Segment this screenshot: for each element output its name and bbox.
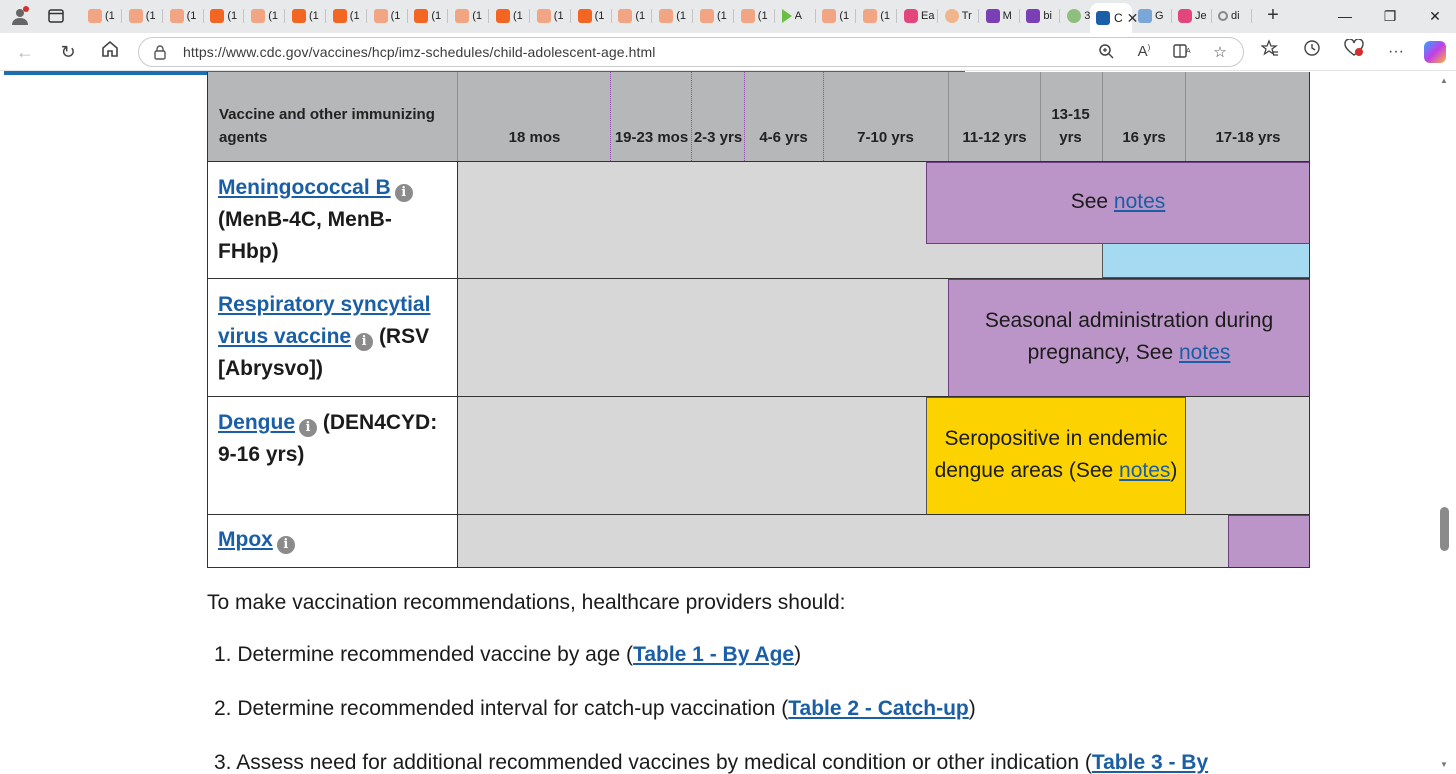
tab-label: (1 — [553, 10, 564, 22]
substack-icon — [700, 9, 714, 23]
tab[interactable] — [125, 5, 163, 27]
notes-link[interactable]: notes — [1179, 341, 1231, 364]
bar-note-text: See — [1070, 190, 1114, 213]
vaccine-row-menb — [207, 161, 1310, 278]
close-tab-icon[interactable]: ✕ — [1126, 9, 1139, 26]
step-text-end: ) — [794, 643, 802, 666]
substack-icon — [822, 9, 836, 23]
close-window-button[interactable]: ✕ — [1429, 8, 1441, 24]
tab-label: (1 — [390, 10, 401, 22]
substack-icon — [455, 9, 469, 23]
tab-label: M — [1002, 10, 1012, 22]
scroll-down-icon[interactable]: ▼ — [1440, 760, 1448, 769]
tab[interactable] — [941, 5, 979, 27]
vaccine-name-cell — [207, 279, 458, 396]
back-icon[interactable]: ← — [16, 42, 34, 62]
vaccine-link-mpox[interactable]: Mpox — [218, 528, 273, 551]
tab[interactable] — [247, 5, 285, 27]
substack-icon — [414, 9, 428, 23]
vaccine-detail: (MenB-4C, MenB-FHbp) — [218, 208, 392, 263]
bar-note — [952, 289, 1306, 385]
new-tab-button[interactable]: + — [1267, 4, 1279, 26]
tab[interactable] — [614, 5, 652, 27]
info-icon[interactable]: i — [299, 419, 317, 437]
scrollbar-thumb[interactable] — [1440, 507, 1449, 551]
header-age: 2-3 yrs — [693, 129, 743, 146]
tab[interactable] — [1214, 5, 1252, 27]
tab[interactable] — [982, 5, 1020, 27]
substack-icon — [129, 9, 143, 23]
address-bar[interactable] — [138, 37, 1244, 67]
info-icon[interactable]: i — [355, 333, 373, 351]
minimize-button[interactable]: — — [1338, 8, 1352, 24]
tab-label: (1 — [349, 10, 360, 22]
svg-text:A: A — [1186, 48, 1191, 55]
ms-icon — [1067, 9, 1081, 23]
notes-link[interactable]: notes — [1113, 190, 1166, 213]
search-icon — [1218, 11, 1228, 21]
tab-label: (1 — [268, 10, 278, 22]
vaccine-detail: (DEN4CYD: 9-16 yrs) — [218, 411, 438, 466]
tab-label: Ea — [921, 10, 935, 22]
substack-icon — [333, 9, 347, 23]
tab-label: (1 — [717, 10, 727, 22]
substack-icon — [741, 9, 755, 23]
tab-label: Tr — [961, 10, 972, 22]
table-2-link[interactable]: Table 2 - Catch-up — [788, 697, 969, 720]
notes-link[interactable]: notes — [1119, 459, 1171, 482]
header-age: 11-12 yrs — [962, 129, 1027, 146]
header-age: 18 mos — [508, 129, 561, 146]
tab[interactable] — [166, 5, 204, 27]
table-3-link[interactable]: Table 3 - By — [1091, 751, 1209, 774]
yahoo-icon — [1026, 9, 1040, 23]
restore-button[interactable]: ❐ — [1383, 8, 1397, 24]
tab-active[interactable] — [1090, 3, 1139, 33]
immunization-schedule-table — [207, 72, 1310, 568]
profile-icon[interactable] — [6, 4, 34, 28]
vaccine-name-cell — [207, 397, 458, 514]
vaccine-name-cell — [207, 162, 458, 278]
tab[interactable] — [410, 5, 448, 27]
tab-label: A — [794, 10, 802, 22]
tab[interactable] — [329, 5, 367, 27]
cdc-icon — [1096, 11, 1110, 25]
tab-label: bi — [1043, 10, 1052, 22]
favorites-icon[interactable] — [1256, 39, 1284, 65]
tab-label: di — [1231, 10, 1240, 22]
address-toolbar — [0, 33, 1456, 71]
tab[interactable] — [1134, 5, 1172, 27]
tab[interactable] — [778, 5, 816, 27]
substack-icon — [618, 9, 632, 23]
substack-icon — [374, 9, 388, 23]
list-item — [214, 697, 976, 721]
substack-icon — [578, 9, 592, 23]
tab[interactable] — [1022, 5, 1060, 27]
tab[interactable] — [84, 5, 122, 27]
yahoo-icon — [986, 9, 1000, 23]
step-number: 3. — [214, 751, 232, 774]
lock-icon[interactable] — [153, 44, 169, 60]
header-age: 13-15 yrs — [1051, 106, 1090, 146]
vaccine-row-rsv — [207, 278, 1310, 396]
tab[interactable] — [818, 5, 856, 27]
high-risk-bar — [1228, 515, 1310, 568]
tab[interactable] — [288, 5, 326, 27]
tab[interactable] — [533, 5, 571, 27]
tab-label: (1 — [513, 10, 523, 22]
header-age: 17-18 yrs — [1215, 129, 1281, 146]
tab[interactable] — [1174, 5, 1212, 27]
immersive-reader-icon[interactable] — [1171, 43, 1193, 63]
tab[interactable] — [574, 5, 612, 27]
tab-label: (1 — [431, 10, 442, 22]
bar-note-text: Seropositive in endemic dengue areas (See — [934, 427, 1168, 482]
substack-icon — [210, 9, 224, 23]
substack-icon — [659, 9, 673, 23]
url-text[interactable]: https://www.cdc.gov/vaccines/hcp/imz-schedules/child-adolescent-age.html — [183, 44, 656, 60]
vaccine-link-rsv[interactable]: Respiratory syncytial virus vaccine — [218, 293, 431, 348]
tab-label: (1 — [145, 10, 156, 22]
tab-label: (1 — [635, 10, 646, 22]
page-scrollbar[interactable] — [1436, 72, 1456, 774]
list-item — [214, 643, 801, 667]
catchup-bar — [1102, 243, 1310, 278]
zoom-icon[interactable] — [1095, 43, 1117, 63]
step-text: Determine recommended vaccine by age ( — [237, 643, 634, 666]
vaccine-row-mpox — [207, 514, 1310, 568]
youtube-icon — [904, 9, 918, 23]
substack-icon — [88, 9, 102, 23]
bar-note-suffix: ) — [1170, 459, 1178, 482]
substack-icon — [863, 9, 877, 23]
read-aloud-icon[interactable]: A) — [1137, 43, 1151, 60]
header-age: 19-23 mos — [614, 129, 689, 146]
info-icon[interactable]: i — [277, 536, 295, 554]
tab-label: (1 — [880, 10, 890, 22]
history-icon[interactable] — [1298, 39, 1326, 65]
home-icon[interactable] — [95, 39, 125, 65]
tab-active-label: C — [1114, 11, 1123, 25]
tab[interactable] — [492, 5, 530, 27]
substack-icon — [496, 9, 510, 23]
tab-label: (1 — [757, 10, 768, 22]
info-icon[interactable]: i — [395, 184, 413, 202]
tab[interactable] — [737, 5, 775, 27]
step-text: Determine recommended interval for catch-up vaccination ( — [237, 697, 789, 720]
circle-icon — [945, 9, 959, 23]
table-header-row — [207, 72, 1310, 161]
step-text-end: ) — [968, 697, 976, 720]
header-age: 4-6 yrs — [759, 129, 808, 146]
favorite-star-icon[interactable]: ☆ — [1213, 44, 1227, 61]
vaccine-link-dengue[interactable]: Dengue — [218, 411, 296, 434]
header-vaccine: Vaccine and other immunizing agents — [219, 106, 435, 146]
tab-label: (1 — [676, 10, 686, 22]
tab[interactable] — [859, 5, 897, 27]
vaccine-detail: (RSV [Abrysvo]) — [218, 325, 430, 380]
tab-label: (1 — [472, 10, 482, 22]
tab-label: 3 — [1084, 10, 1091, 22]
bar-note — [929, 401, 1183, 509]
play-icon — [782, 9, 792, 23]
tab[interactable] — [206, 5, 244, 27]
copilot-icon[interactable] — [1424, 41, 1446, 63]
step-text: Assess need for additional recommended vaccines by medical condition or other indication ( — [236, 751, 1092, 774]
recommendations-intro: To make vaccination recommendations, healthcare providers should: — [207, 591, 846, 614]
bar-note — [927, 170, 1309, 234]
tab-label: Je — [1195, 10, 1207, 22]
substack-icon — [251, 9, 265, 23]
tab[interactable] — [370, 5, 408, 27]
substack-icon — [292, 9, 306, 23]
tab-label: (1 — [839, 10, 850, 22]
extensions-heart-icon[interactable] — [1340, 39, 1368, 65]
youtube-icon — [1178, 9, 1192, 23]
scroll-up-icon[interactable]: ▲ — [1440, 76, 1448, 85]
tab[interactable] — [655, 5, 693, 27]
g-icon — [1138, 9, 1152, 23]
step-number: 1. — [214, 643, 232, 666]
tab-label: (1 — [105, 10, 115, 22]
table-1-link[interactable]: Table 1 - By Age — [633, 643, 795, 666]
header-age: 7-10 yrs — [857, 129, 914, 146]
tab-actions-icon[interactable] — [42, 4, 70, 28]
tab-label: (1 — [227, 10, 238, 22]
no-recommendation-bar — [458, 515, 1310, 568]
bar-note-text: Seasonal administration during pregnancy, See — [984, 309, 1274, 364]
tab-strip — [0, 0, 1456, 33]
more-menu-icon[interactable]: ··· — [1388, 43, 1404, 60]
tab[interactable] — [451, 5, 489, 27]
header-age: 16 yrs — [1122, 129, 1166, 146]
substack-icon — [537, 9, 551, 23]
tab-label: (1 — [309, 10, 319, 22]
tab[interactable] — [696, 5, 734, 27]
tab[interactable] — [900, 5, 938, 27]
list-item — [214, 751, 1208, 774]
tab-label: (1 — [186, 10, 197, 22]
refresh-icon[interactable]: ↻ — [60, 42, 76, 62]
vaccine-link-menb[interactable]: Meningococcal B — [218, 176, 391, 199]
tab-label: G — [1155, 10, 1164, 22]
vaccine-row-dengue — [207, 396, 1310, 514]
step-number: 2. — [214, 697, 232, 720]
vaccine-name-cell — [207, 515, 458, 568]
tab-label: (1 — [594, 10, 605, 22]
substack-icon — [170, 9, 184, 23]
